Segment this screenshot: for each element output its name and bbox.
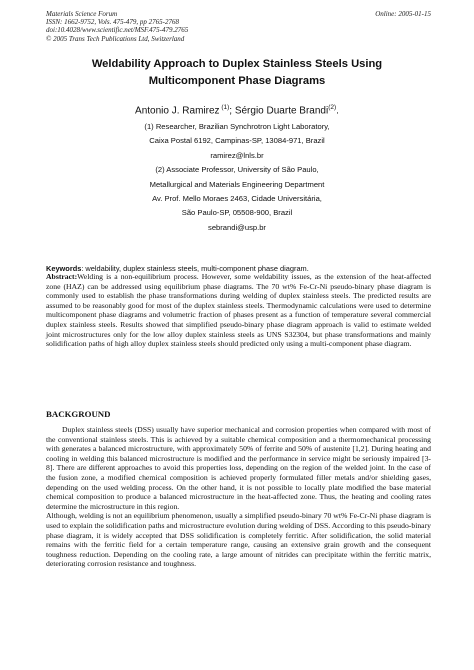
title-line-1: Weldability Approach to Duplex Stainless Steels Using	[91, 58, 383, 70]
author-1-affiliation-mark: (1)	[219, 104, 230, 111]
affiliation-line: São Paulo-SP, 05508-900, Brazil	[181, 208, 293, 218]
online-date: Online: 2005-01-15	[375, 10, 431, 18]
background-body	[46, 425, 431, 569]
author-2-affiliation-mark: (2)	[328, 104, 337, 111]
affiliation-line: Caixa Postal 6192, Campinas-SP, 13084-971, Brazil	[149, 136, 325, 146]
author-list-end: .	[336, 105, 339, 117]
issn-line: ISSN: 1662-9752, Vols. 475-479, pp 2765-2768	[46, 18, 179, 27]
author-separator: ;	[229, 105, 235, 117]
affiliation-line: Metallurgical and Materials Engineering Department	[149, 179, 325, 189]
copyright-line: © 2005 Trans Tech Publications Ltd, Switzerland	[46, 34, 185, 43]
paper-title	[40, 56, 434, 90]
abstract-text: Welding is a non-equilibrium process. However, some weldability issues, as the extension of the heat-affected zone (HAZ) can be addressed using equilibrium phase diagrams. The 70 wt% Fe-Cr-Ni pseudo-binary phase diagram is commonly used to establish the phase transformations during welding of duplex stainless steels. The predicted results are assumed to be reasonably good for most of the duplex stainless steels. Thermodynamic calculations were used to determine multicomponent phase diagrams and volumetric fraction of phases present as a function of temperature several commercial duplex stainless steels. Results showed that simplified pseudo-binary phase diagram approach is valid to estimate welded joint microstructures only for the low alloy duplex stainless steels as UNS S32304, but phase transformations and mainly solidification paths of high alloy duplex stainless steels should predicted only using a multi-component phase diagram.	[46, 272, 431, 349]
journal-header	[46, 10, 431, 43]
email-1[interactable]: ramirez@lnls.br	[210, 150, 264, 160]
abstract-label: Abstract:	[46, 272, 78, 281]
affiliations	[40, 120, 434, 235]
publication-info	[46, 10, 431, 43]
abstract	[46, 272, 431, 349]
body-paragraph: Although, welding is not an equilibrium phenomenon, usually a simplified pseudo-binary 70 wt% Fe-Cr-Ni phase diagram is used to explain the solidification paths and microstructure evolution during welding of DSS. According to this pseudo-binary phase diagram, it is widely accepted that DSS solidification is completely ferritic. After solidification, the solid material remains with the ferritic field for a certain temperature range, causing an extensive grain growth and the consequent toughness reduction. Depending on the cooling rate, a large amount of nitrides can precipitate within the ferritic matrix, deteriorating corrosion resistance and toughness.	[46, 511, 431, 569]
journal-name: Materials Science Forum	[46, 10, 118, 18]
author-list	[40, 101, 434, 118]
doi-line: doi:10.4028/www.scientific.net/MSF.475-479.2765	[46, 26, 189, 35]
author-1: Antonio J. Ramirez	[135, 105, 220, 117]
affiliation-line: Av. Prof. Mello Moraes 2463, Cidade Universitária,	[152, 194, 322, 204]
keywords-label: Keywords	[46, 264, 82, 273]
section-heading-background: BACKGROUND	[46, 409, 111, 419]
affiliation-line: (2) Associate Professor, University of São Paulo,	[155, 165, 319, 175]
keywords-text: : weldability, duplex stainless steels, multi-component phase diagram.	[81, 264, 309, 273]
body-paragraph: Duplex stainless steels (DSS) usually have superior mechanical and corrosion properties when compared with most of the conventional stainless steels. This is achieved by a suitable chemical composition and a thermomechanical processing with generates a balanced microstructure, with approximately 50% of ferrite and 50% of austenite [1,2]. During heating and cooling in welding this balanced microstructure is modified and the performance in service might be seriously impaired [3-8]. There are different approaches to avoid this properties loss, depending on the region of the welded joint. In the case of the fusion zone, a modified chemical composition is achieved properly formulated filler metals and/or shielding gases, depending on the used welding process. On the other hand, it is not possible to locally plate modified the base material chemical composition to produce a balanced microstructure in the heat-affected zone. Thus, the heating and cooling rates determine the microstructure in this region.	[46, 425, 431, 511]
email-2[interactable]: sebrandi@usp.br	[208, 222, 266, 232]
author-2: Sérgio Duarte Brandi	[234, 105, 329, 117]
affiliation-line: (1) Researcher, Brazilian Synchrotron Light Laboratory,	[144, 122, 330, 131]
title-line-2: Multicomponent Phase Diagrams	[148, 75, 326, 87]
